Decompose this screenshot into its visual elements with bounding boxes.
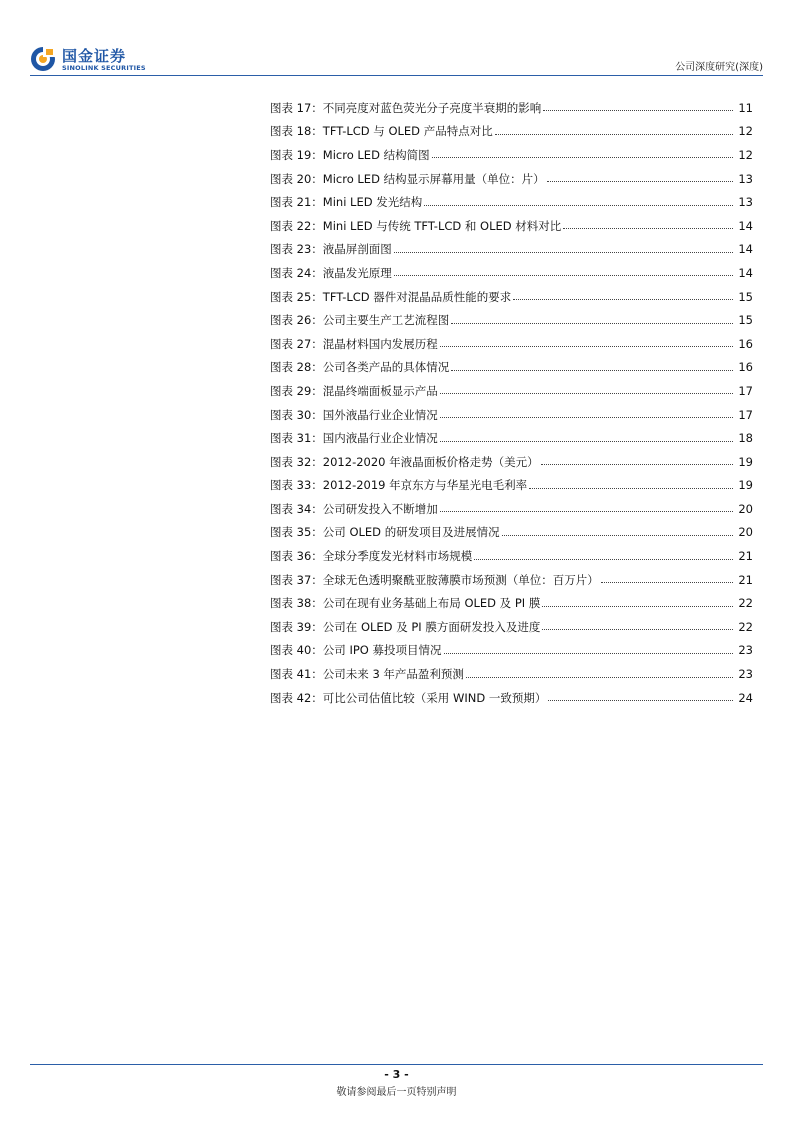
toc-entry-title: TFT-LCD 与 OLED 产品特点对比: [322, 124, 493, 139]
toc-entry[interactable]: [270, 662, 753, 686]
brand-logo: [30, 46, 170, 74]
figure-list: [270, 96, 753, 709]
toc-entry[interactable]: [270, 238, 753, 262]
toc-entry[interactable]: [270, 261, 753, 285]
toc-entry-page: 20: [738, 525, 753, 540]
toc-entry-page: 17: [738, 383, 753, 398]
toc-entry-title: Micro LED 结构显示屏幕用量（单位：片）: [322, 171, 545, 186]
toc-dot-leader: [440, 511, 733, 512]
toc-dot-leader: [542, 606, 733, 607]
toc-entry-page: 14: [738, 265, 753, 280]
toc-entry-title: Mini LED 与传统 TFT-LCD 和 OLED 材料对比: [322, 218, 562, 233]
toc-entry-page: 15: [738, 313, 753, 328]
toc-entry-label: 图表 22：: [270, 218, 323, 233]
toc-dot-leader: [394, 252, 733, 253]
toc-dot-leader: [440, 441, 733, 442]
toc-dot-leader: [432, 157, 733, 158]
toc-entry[interactable]: [270, 474, 753, 498]
toc-entry-label: 图表 26：: [270, 313, 323, 328]
toc-entry-title: 全球分季度发光材料市场规模: [322, 549, 473, 564]
toc-entry-label: 图表 37：: [270, 572, 323, 587]
toc-entry-label: 图表 30：: [270, 407, 323, 422]
toc-entry[interactable]: [270, 450, 753, 474]
toc-entry[interactable]: [270, 96, 753, 120]
toc-entry-label: 图表 29：: [270, 383, 323, 398]
toc-dot-leader: [440, 346, 733, 347]
brand-name-en: SINOLINK SECURITIES: [62, 64, 146, 72]
toc-entry-page: 22: [738, 596, 753, 611]
toc-entry[interactable]: [270, 686, 753, 710]
toc-entry[interactable]: [270, 167, 753, 191]
toc-dot-leader: [513, 299, 733, 300]
toc-entry-title: 公司 IPO 募投项目情况: [322, 643, 442, 658]
toc-entry[interactable]: [270, 332, 753, 356]
toc-entry-page: 24: [738, 690, 753, 705]
toc-entry-label: 图表 34：: [270, 501, 323, 516]
toc-entry-title: 公司 OLED 的研发项目及进展情况: [322, 525, 500, 540]
toc-entry-label: 图表 39：: [270, 619, 323, 634]
toc-entry-title: Mini LED 发光结构: [322, 195, 423, 210]
toc-entry-label: 图表 27：: [270, 336, 323, 351]
toc-dot-leader: [440, 417, 733, 418]
toc-entry-label: 图表 21：: [270, 195, 323, 210]
toc-entry-page: 15: [738, 289, 753, 304]
header-divider: [30, 75, 763, 76]
toc-entry-title: Micro LED 结构简图: [322, 147, 430, 162]
toc-entry-label: 图表 41：: [270, 667, 323, 682]
toc-entry[interactable]: [270, 379, 753, 403]
toc-entry-label: 图表 36：: [270, 549, 323, 564]
toc-entry-label: 图表 18：: [270, 124, 323, 139]
toc-entry-label: 图表 24：: [270, 265, 323, 280]
toc-dot-leader: [601, 582, 733, 583]
toc-entry-title: 混晶终端面板显示产品: [322, 383, 438, 398]
toc-entry-title: 液晶屏剖面图: [322, 242, 392, 257]
toc-entry-page: 20: [738, 501, 753, 516]
toc-entry-label: 图表 33：: [270, 478, 323, 493]
toc-entry-page: 18: [738, 431, 753, 446]
toc-entry-title: 公司在现有业务基础上布局 OLED 及 PI 膜: [322, 596, 541, 611]
toc-entry[interactable]: [270, 544, 753, 568]
toc-entry-page: 16: [738, 336, 753, 351]
toc-entry[interactable]: [270, 426, 753, 450]
toc-entry-title: 可比公司估值比较（采用 WIND 一致预期）: [322, 690, 547, 705]
toc-dot-leader: [542, 629, 733, 630]
toc-dot-leader: [451, 323, 733, 324]
toc-entry[interactable]: [270, 285, 753, 309]
toc-entry-page: 23: [738, 643, 753, 658]
toc-entry-title: 公司研发投入不断增加: [322, 501, 438, 516]
toc-entry-page: 19: [738, 454, 753, 469]
toc-dot-leader: [394, 275, 733, 276]
toc-entry-page: 22: [738, 619, 753, 634]
toc-dot-leader: [495, 134, 733, 135]
toc-entry-title: 2012-2019 年京东方与华星光电毛利率: [322, 478, 528, 493]
toc-entry-label: 图表 40：: [270, 643, 323, 658]
toc-entry-page: 14: [738, 218, 753, 233]
page-header: [30, 38, 763, 74]
toc-entry-page: 13: [738, 195, 753, 210]
toc-entry[interactable]: [270, 403, 753, 427]
toc-entry-page: 16: [738, 360, 753, 375]
toc-entry-label: 图表 20：: [270, 171, 323, 186]
toc-entry[interactable]: [270, 591, 753, 615]
toc-dot-leader: [502, 535, 733, 536]
toc-entry-title: 混晶材料国内发展历程: [322, 336, 438, 351]
toc-entry-page: 12: [738, 124, 753, 139]
toc-entry-page: 21: [738, 549, 753, 564]
toc-entry-title: 公司在 OLED 及 PI 膜方面研发投入及进度: [322, 619, 541, 634]
toc-entry-title: 国内液晶行业企业情况: [322, 431, 438, 446]
footer-disclaimer: 敬请参阅最后一页特别声明: [336, 1087, 457, 1098]
page-number: - 3 -: [384, 1068, 409, 1081]
toc-entry-title: 液晶发光原理: [322, 265, 392, 280]
toc-entry-page: 21: [738, 572, 753, 587]
toc-entry-page: 19: [738, 478, 753, 493]
toc-entry-title: 2012-2020 年液晶面板价格走势（美元）: [322, 454, 539, 469]
toc-entry[interactable]: [270, 497, 753, 521]
toc-entry-label: 图表 35：: [270, 525, 323, 540]
toc-entry-page: 13: [738, 171, 753, 186]
toc-dot-leader: [547, 181, 733, 182]
toc-dot-leader: [548, 700, 733, 701]
toc-entry-page: 11: [738, 100, 753, 115]
toc-entry-label: 图表 28：: [270, 360, 323, 375]
toc-entry-title: 公司各类产品的具体情况: [322, 360, 450, 375]
toc-dot-leader: [563, 228, 733, 229]
toc-entry-page: 12: [738, 147, 753, 162]
toc-dot-leader: [451, 370, 733, 371]
toc-entry[interactable]: [270, 120, 753, 144]
toc-entry-title: 全球无色透明聚酰亚胺薄膜市场预测（单位：百万片）: [322, 572, 599, 587]
toc-entry[interactable]: [270, 639, 753, 663]
toc-entry-title: TFT-LCD 器件对混晶品质性能的要求: [322, 289, 512, 304]
toc-entry-label: 图表 17：: [270, 100, 323, 115]
toc-entry-label: 图表 25：: [270, 289, 323, 304]
toc-dot-leader: [541, 464, 733, 465]
report-type: 公司深度研究(深度): [675, 62, 763, 73]
toc-entry[interactable]: [270, 190, 753, 214]
toc-entry-page: 17: [738, 407, 753, 422]
toc-dot-leader: [474, 559, 733, 560]
toc-entry[interactable]: [270, 615, 753, 639]
toc-dot-leader: [444, 653, 734, 654]
brand-logo-icon: [30, 46, 56, 72]
toc-entry-page: 14: [738, 242, 753, 257]
toc-entry-label: 图表 42：: [270, 690, 323, 705]
toc-entry-label: 图表 23：: [270, 242, 323, 257]
toc-entry-page: 23: [738, 667, 753, 682]
footer-divider: [30, 1064, 763, 1065]
toc-entry-title: 公司未来 3 年产品盈利预测: [322, 667, 464, 682]
toc-dot-leader: [529, 488, 733, 489]
toc-entry-title: 国外液晶行业企业情况: [322, 407, 438, 422]
toc-entry[interactable]: [270, 521, 753, 545]
toc-entry[interactable]: [270, 568, 753, 592]
toc-entry[interactable]: [270, 308, 753, 332]
toc-entry-label: 图表 19：: [270, 147, 323, 162]
toc-dot-leader: [440, 393, 733, 394]
toc-entry[interactable]: [270, 214, 753, 238]
toc-entry[interactable]: [270, 356, 753, 380]
toc-entry-label: 图表 31：: [270, 431, 323, 446]
toc-entry-title: 公司主要生产工艺流程图: [322, 313, 450, 328]
toc-dot-leader: [466, 677, 733, 678]
toc-entry-label: 图表 38：: [270, 596, 323, 611]
toc-entry[interactable]: [270, 143, 753, 167]
brand-name-cn: 国金证券: [62, 47, 127, 65]
toc-dot-leader: [543, 110, 733, 111]
toc-entry-label: 图表 32：: [270, 454, 323, 469]
toc-entry-title: 不同亮度对蓝色荧光分子亮度半衰期的影响: [322, 100, 542, 115]
toc-dot-leader: [424, 205, 733, 206]
